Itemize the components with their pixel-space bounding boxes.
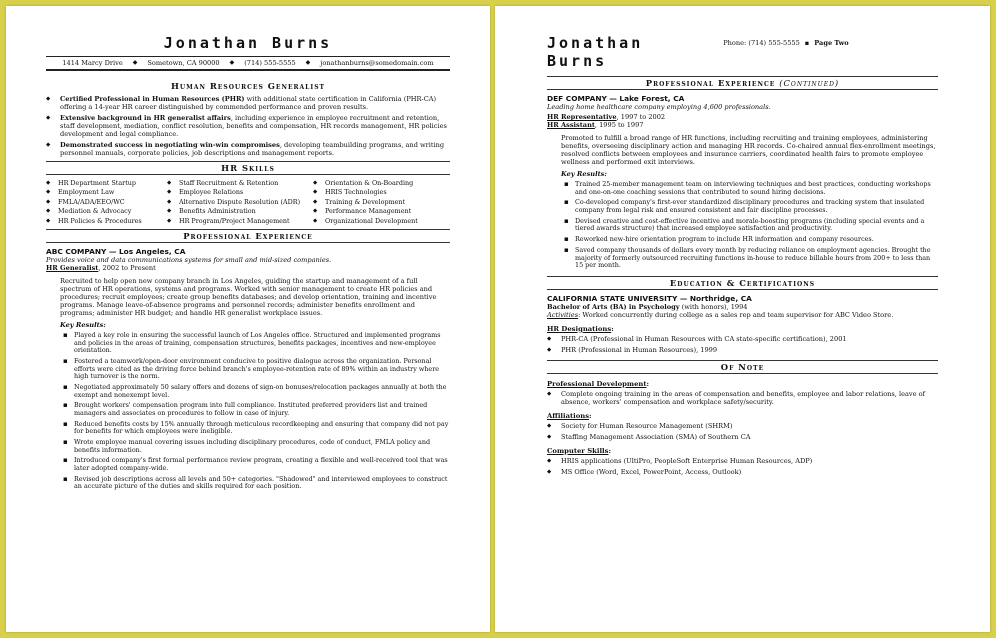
role-summary: Recruited to help open new company branch in Los Angeles, guiding the startup and management of a full spectrum of HR operations, systems and programs. Worked with senior management to create HR policies and procedures; recruit employees; create group benefits databases; and develop orientation, training and incentive programs. Manage leave-of-absence programs and personnel records; administer benefits enrollment and programs; administer HR budget; and handle HR generalist workplace issues. bbox=[60, 277, 437, 318]
experience-continued-heading: Professional Experience (Continued) bbox=[547, 76, 938, 90]
job-title-heading: Human Resources Generalist bbox=[171, 81, 325, 91]
skill-item: ◆ Employee Relations bbox=[167, 188, 313, 196]
summary-list bbox=[46, 95, 450, 157]
result-item: ▪ Co-developed company's first-ever standardized disciplinary procedures and tracking system that insulated company from legal risk and ensured consistent and fair discipline processes. bbox=[561, 199, 938, 214]
role-title: HR Generalist bbox=[46, 264, 99, 273]
diamond-separator-icon: ◆ bbox=[132, 59, 138, 66]
company-description: Provides voice and data communications systems for small and mid-sized companies. bbox=[46, 256, 332, 265]
computer-skills-label: Computer Skills: bbox=[547, 446, 611, 455]
skill-item: ◆ HR Policies & Procedures bbox=[46, 217, 167, 225]
summary-item: ◆ Extensive background in HR generalist affairs, including experience in employee recruitment and retention, staff development, mediation, conflict resolution, benefits and compensation, HR records management, HR policies development and legal compliance. bbox=[46, 114, 450, 138]
results-list bbox=[561, 181, 938, 270]
contact-line bbox=[46, 56, 450, 71]
experience-heading: Professional Experience bbox=[46, 229, 450, 243]
diamond-separator-icon: ◆ bbox=[229, 59, 235, 66]
key-results-label: Key Results: bbox=[60, 321, 106, 330]
skill-item: ◆ HR Department Startup bbox=[46, 179, 167, 187]
skill-item: ◆ Benefits Administration bbox=[167, 207, 313, 215]
designations-label: HR Designations: bbox=[547, 324, 614, 333]
square-separator-icon: ▪ bbox=[804, 39, 810, 47]
skill-item: ◆ Orientation & On-Boarding bbox=[313, 179, 450, 187]
skill-item: ◆ Organizational Development bbox=[313, 217, 450, 225]
role-dates: , 2002 to Present bbox=[98, 264, 156, 273]
skill-item: ◆ HRIS Technologies bbox=[313, 188, 450, 196]
skill-item: ◆ HR Program/Project Management bbox=[167, 217, 313, 225]
company-description: Leading home healthcare company employing 4,600 professionals. bbox=[547, 103, 771, 111]
resume-page-one bbox=[6, 6, 490, 632]
skill-item: ◆ Mediation & Advocacy bbox=[46, 207, 167, 215]
degree-line: Bachelor of Arts (BA) in Psychology (with honors), 1994 bbox=[547, 302, 748, 311]
candidate-name: Jonathan Burns bbox=[163, 34, 333, 52]
result-item: ▪ Saved company thousands of dollars every month by reducing reliance on employment agencies. Brought the majority of formerly outsourced recruiting functions in-house to reduce billable hours from 200+ to less than 15 per month. bbox=[561, 247, 938, 270]
designation-item: ◆ PHR (Professional in Human Resources), 1999 bbox=[547, 346, 938, 354]
result-item: ▪ Reworked new-hire orientation program to include HR information and company resources. bbox=[561, 236, 938, 244]
role-summary: Promoted to fulfill a broad range of HR functions, including recruiting and training employees, administering benefits, overseeing disciplinary action and managing HR records. Co-chaired annual flex-enrollment meetings, resolved conflicts between employees and insurance carriers, coordinated health fairs to promote employee wellness and performed exit interviews. bbox=[561, 134, 936, 166]
address-city: Sometown, CA 90000 bbox=[147, 59, 220, 67]
university-name: CALIFORNIA STATE UNIVERSITY — Northridge, CA bbox=[547, 293, 752, 303]
page-two-contact bbox=[723, 39, 848, 47]
summary-item: ◆ Demonstrated success in negotiating win-win compromises, developing teambuilding programs, and writing personnel manuals, corporate policies, job descriptions and management reports. bbox=[46, 141, 450, 157]
result-item: ▪ Devised creative and cost-effective incentive and morale-boosting programs (including special events and a tiered awards structure) that increased employee satisfaction and productivity. bbox=[561, 218, 938, 233]
email-address[interactable]: jonathanburns@somedomain.com bbox=[320, 59, 434, 67]
professional-development-label: Professional Development: bbox=[547, 379, 650, 388]
result-item: ▪ Reduced benefits costs by 15% annually through meticulous recordkeeping and ensuring that company did not pay for benefits for which employees were ineligible. bbox=[60, 421, 450, 436]
candidate-name: Jonathan Burns bbox=[547, 34, 644, 70]
affiliation-item: ◆ Society for Human Resource Management (SHRM) bbox=[547, 422, 938, 430]
result-item: ▪ Played a key role in ensuring the successful launch of Los Angeles office. Structured and implemented programs and policies in the areas of training, compensation structures, benefits packages, incentives and new-employee orientation. bbox=[60, 332, 450, 355]
development-item: ◆ Complete ongoing training in the areas of compensation and benefits, employee and labor relations, leave of absence, workers' compensation and workplace safety/security. bbox=[547, 390, 938, 406]
skill-item: ◆ Staff Recruitment & Retention bbox=[167, 179, 313, 187]
designation-item: ◆ PHR-CA (Professional in Human Resources with CA state-specific certification), 2001 bbox=[547, 335, 938, 343]
skills-grid bbox=[46, 179, 450, 225]
resume-page-two bbox=[495, 6, 990, 632]
result-item: ▪ Revised job descriptions across all levels and 50+ categories. "Shadowed" and interviewed employees to construct an accurate picture of the duties and skills required for each position. bbox=[60, 476, 450, 491]
summary-item: ◆ Certified Professional in Human Resources (PHR) with additional state certification in California (PHR-CA) offering a 14-year HR career distinguished by commended performance and proven results. bbox=[46, 95, 450, 111]
page-label: Page Two bbox=[814, 39, 849, 47]
of-note-heading: Of Note bbox=[547, 360, 938, 374]
computer-skills-list bbox=[547, 457, 938, 476]
skill-item: ◆ Performance Management bbox=[313, 207, 450, 215]
skills-heading: HR Skills bbox=[46, 161, 450, 175]
affiliation-item: ◆ Staffing Management Association (SMA) of Southern CA bbox=[547, 433, 938, 441]
company-name: ABC COMPANY — Los Angeles, CA bbox=[46, 247, 186, 257]
professional-development-list bbox=[547, 390, 938, 406]
skill-item: ◆ Training & Development bbox=[313, 198, 450, 206]
phone-number: (714) 555-5555 bbox=[244, 59, 296, 67]
result-item: ▪ Introduced company's first formal performance review program, creating a flexible and well-received tool that was later adopted company-wide. bbox=[60, 457, 450, 472]
result-item: ▪ Wrote employee manual covering issues including disciplinary procedures, code of conduct, FMLA policy and benefits information. bbox=[60, 439, 450, 454]
diamond-separator-icon: ◆ bbox=[305, 59, 311, 66]
result-item: ▪ Negotiated approximately 50 salary offers and dozens of sign-on bonuses/relocation packages annually at both the exempt and nonexempt level. bbox=[60, 384, 450, 399]
company-name: DEF COMPANY — Lake Forest, CA bbox=[547, 94, 685, 103]
role-line bbox=[46, 264, 450, 272]
role-line: HR Assistant, 1995 to 1997 bbox=[547, 121, 644, 129]
skill-item: ◆ FMLA/ADA/EEO/WC bbox=[46, 198, 167, 206]
computer-skill-item: ◆ HRIS applications (UltiPro, PeopleSoft Enterprise Human Resources, ADP) bbox=[547, 457, 938, 465]
education-heading: Education & Certifications bbox=[547, 276, 938, 290]
computer-skill-item: ◆ MS Office (Word, Excel, PowerPoint, Access, Outlook) bbox=[547, 468, 938, 476]
affiliations-label: Affiliations: bbox=[547, 411, 592, 420]
result-item: ▪ Brought workers' compensation program into full compliance. Instituted preferred providers list and trained managers and associates on procedures to follow in case of injury. bbox=[60, 402, 450, 417]
role-line: HR Representative, 1997 to 2002 bbox=[547, 113, 666, 121]
key-results-label: Key Results: bbox=[561, 170, 607, 178]
activities-line: Activities: Worked concurrently during college as a sales rep and team supervisor for ABC Video Store. bbox=[547, 310, 894, 319]
result-item: ▪ Fostered a teamwork/open-door environment conducive to positive dialogue across the organization. Personal efforts were cited as the driving force behind branch's employee-retention rate of 89% within an industry where high turnover is the norm. bbox=[60, 358, 450, 381]
results-list bbox=[60, 332, 450, 491]
skill-item: ◆ Alternative Dispute Resolution (ADR) bbox=[167, 198, 313, 206]
result-item: ▪ Trained 25-member management team on interviewing techniques and best practices, conducting workshops and one-on-one coaching sessions that contributed to sound hiring decisions. bbox=[561, 181, 938, 196]
address-street: 1414 Marcy Drive bbox=[62, 59, 123, 67]
designations-list bbox=[547, 335, 938, 354]
skill-item: ◆ Employment Law bbox=[46, 188, 167, 196]
page-two-header bbox=[547, 34, 938, 70]
phone-number: Phone: (714) 555-5555 bbox=[723, 39, 800, 47]
affiliations-list bbox=[547, 422, 938, 441]
